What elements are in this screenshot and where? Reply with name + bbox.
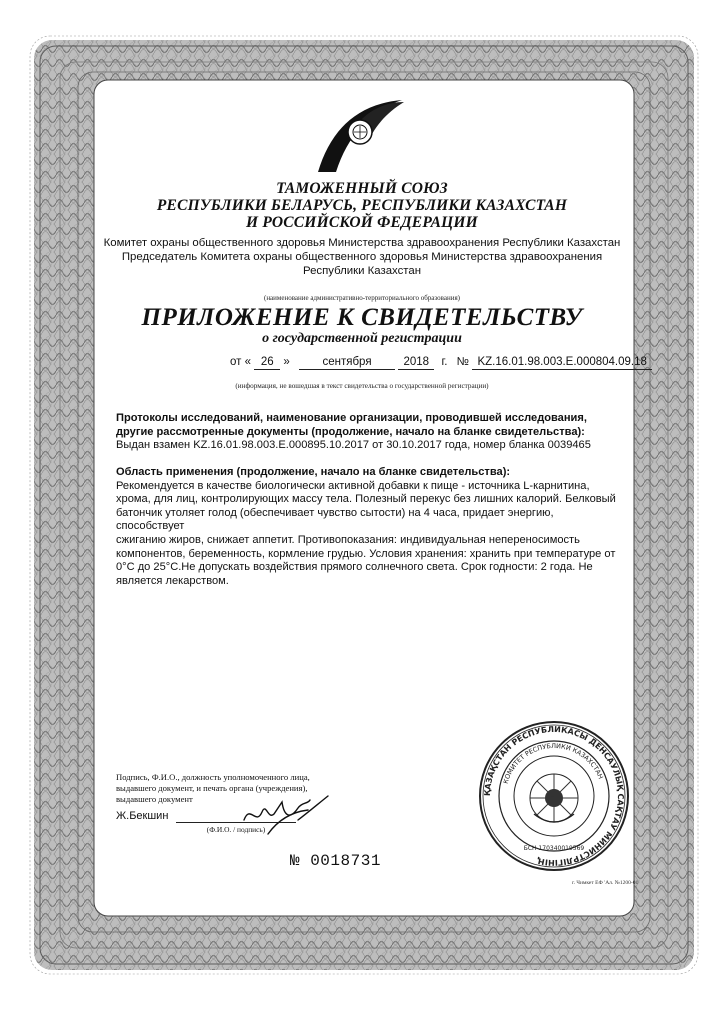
protocols-heading-2: другие рассмотренные документы (продолжение, начало на бланке свидетельства): bbox=[116, 425, 585, 438]
date-year: 2018 bbox=[398, 356, 434, 370]
official-stamp bbox=[476, 718, 632, 874]
union-line-1: ТАМОЖЕННЫЙ СОЮЗ bbox=[276, 180, 448, 197]
date-month: сентября bbox=[299, 356, 395, 370]
union-line-2: РЕСПУБЛИКИ БЕЛАРУСЬ, РЕСПУБЛИКИ КАЗАХСТАН bbox=[156, 197, 568, 214]
scope-line-3: батончик утоляет голод (обеспечивает чувство сытости) на 4 часа, придает энергию, способствует bbox=[116, 506, 554, 533]
stamp-bin: БСН 170340019569 bbox=[523, 845, 585, 852]
annex-title: ПРИЛОЖЕНИЕ К СВИДЕТЕЛЬСТВУ bbox=[141, 304, 583, 331]
scope-line-7: является лекарством. bbox=[116, 574, 229, 587]
printer-note: г. Чимкет ЕФ 'Ал. №1200-01 bbox=[572, 880, 639, 886]
state-emblem-icon bbox=[530, 774, 578, 822]
scope-line-6: 0°С до 25°С.Не допускать воздействия прямого солнечного света. Срок годности: 2 года. Не bbox=[116, 561, 593, 574]
date-day: 26 bbox=[254, 356, 280, 370]
number-sign: № bbox=[456, 356, 469, 368]
signature-caption-line-2: выдавшего документ, и печать органа (учреждения), bbox=[116, 783, 308, 793]
committee-line-3: Республики Казахстан bbox=[302, 265, 422, 277]
protocols-heading-1: Протоколы исследований, наименование организации, проводившей исследования, bbox=[116, 412, 587, 424]
registration-number: KZ.16.01.98.003.E.000804.09.18 bbox=[472, 356, 652, 370]
scope-line-5: компонентов, беременность, кормление грудью. Условия хранения: хранить при температуре от bbox=[116, 547, 616, 560]
customs-union-title bbox=[100, 180, 624, 231]
scope-section bbox=[116, 466, 616, 588]
customs-union-emblem bbox=[310, 92, 410, 176]
scope-line-2: хрома, для лиц, контролирующих массу тела. Полезный перекус без лишних калорий. Белковый bbox=[116, 493, 616, 506]
svg-text:КОМИТЕТ РЕСПУБЛИКИ КАЗАХСТАН bbox=[502, 742, 605, 785]
stamp-outer-text: ҚАЗАҚСТАН РЕСПУБЛИКАСЫ ДЕНСАУЛЫҚ САҚТАУ МИНИСТРЛІГІНІҢ bbox=[482, 724, 626, 868]
annex-subtitle: о государственной регистрации bbox=[262, 331, 462, 346]
union-line-3: И РОССИЙСКОЙ ФЕДЕРАЦИИ bbox=[246, 214, 478, 231]
protocols-text: Выдан взамен KZ.16.01.98.003.E.000895.10.2017 от 30.10.2017 года, номер бланка 0039465 bbox=[116, 439, 591, 452]
scope-heading: Область применения (продолжение, начало на бланке свидетельства): bbox=[116, 466, 511, 478]
signature-caption-line-3: выдавшего документ bbox=[116, 794, 193, 804]
date-from-label: от « bbox=[230, 356, 252, 368]
signer-name: Ж.Бекшин bbox=[116, 810, 169, 822]
signature-caption-line-1: Подпись, Ф.И.О., должность уполномоченного лица, bbox=[116, 772, 310, 782]
registration-dateline bbox=[230, 356, 647, 370]
stamp-inner-text: КОМИТЕТ РЕСПУБЛИКИ КАЗАХСТАН bbox=[501, 741, 605, 785]
protocols-section bbox=[116, 412, 616, 453]
scope-line-4: сжиганию жиров, снижает аппетит. Противопоказания: индивидуальная непереносимость bbox=[116, 533, 580, 546]
admin-caption: (наименование административно-территориального образования) bbox=[263, 294, 460, 302]
committee-block bbox=[100, 236, 624, 278]
fio-caption: (Ф.И.О. / подпись) bbox=[206, 825, 266, 834]
date-year-suffix: г. bbox=[441, 356, 448, 368]
committee-line-2: Председатель Комитета охраны общественного здоровья Министерства здравоохранения bbox=[121, 251, 603, 263]
scope-line-1: Рекомендуется в качестве биологически активной добавки к пище - источника L-карнитина, bbox=[116, 479, 590, 492]
date-quote-close: » bbox=[283, 356, 290, 368]
committee-line-1: Комитет охраны общественного здоровья Министерства здравоохранения Республики Казахстан bbox=[103, 237, 621, 249]
dateline-caption: (информация, не вошедшая в текст свидетельства о государственной регистрации) bbox=[235, 382, 489, 390]
form-number: № 0018731 bbox=[290, 852, 381, 870]
handwritten-signature bbox=[238, 790, 334, 840]
